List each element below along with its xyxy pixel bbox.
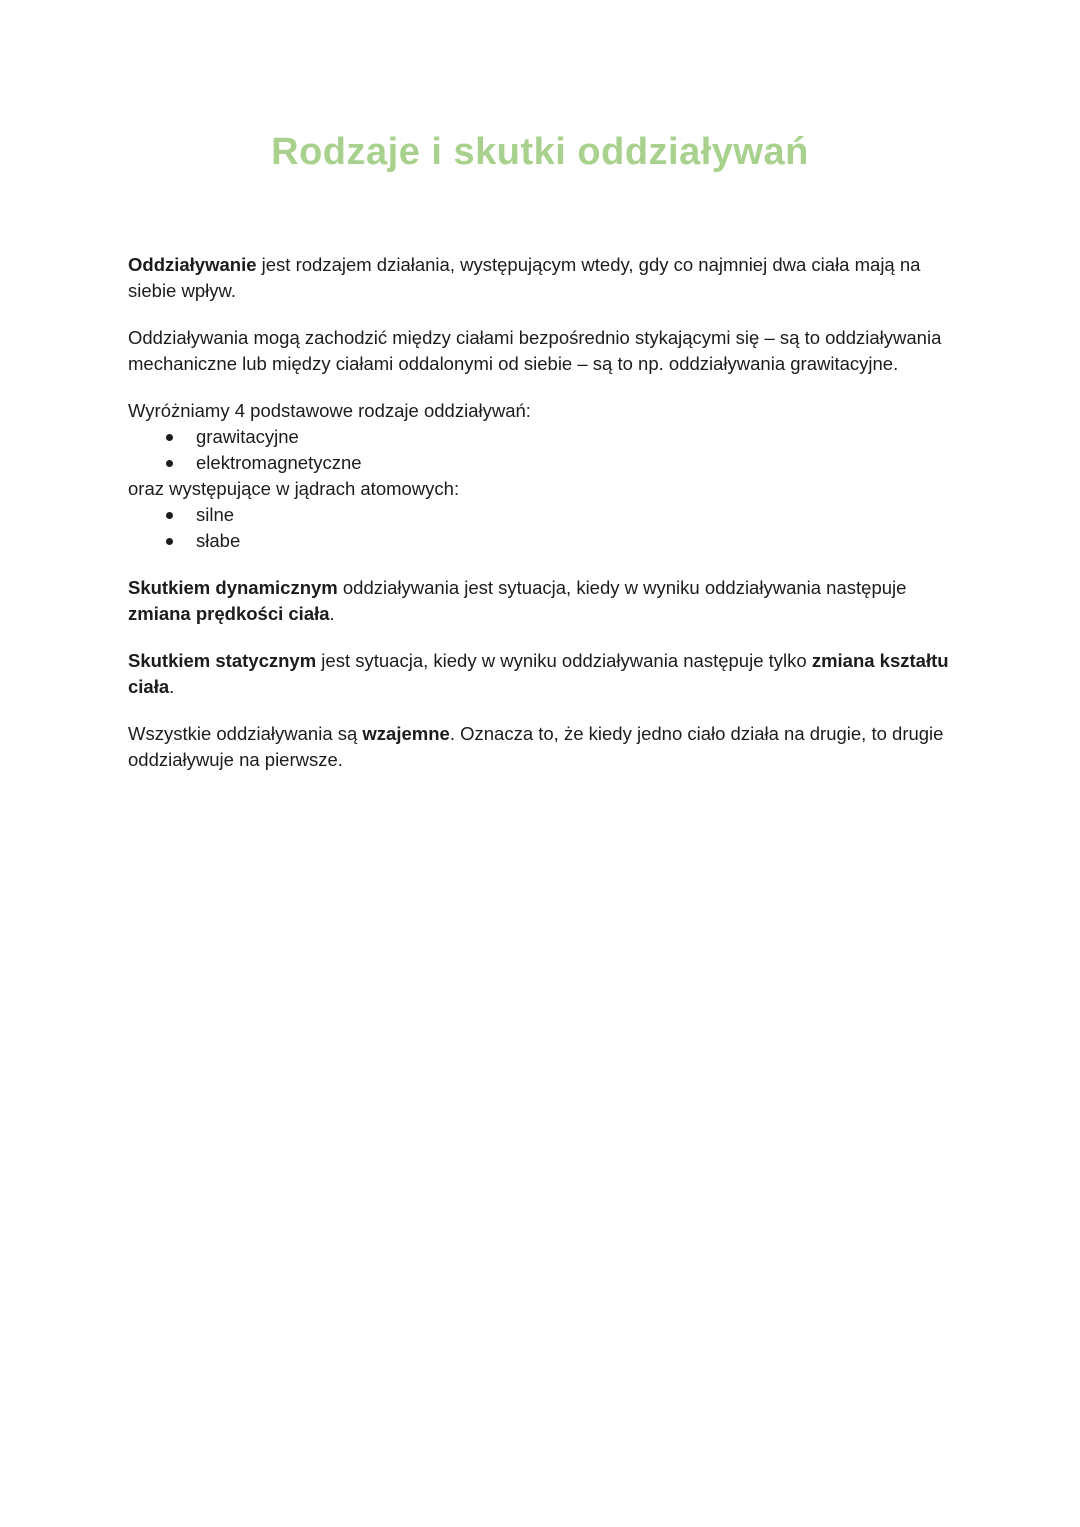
list-item: słabe [128, 528, 952, 554]
paragraph: oraz występujące w jądrach atomowych: [128, 477, 460, 499]
list-item: silne [128, 502, 952, 528]
paragraph: Wyróżniamy 4 podstawowe rodzaje oddziaływań: [128, 399, 531, 421]
page-title: Rodzaje i skutki oddziaływań [271, 131, 809, 173]
list-item: grawitacyjne [128, 424, 952, 450]
list-item: elektromagnetyczne [128, 450, 952, 476]
paragraph: Skutkiem dynamicznym oddziaływania jest sytuacja, kiedy w wyniku oddziaływania następuje zmiana prędkości ciała. [128, 576, 907, 624]
paragraph: Oddziaływania mogą zachodzić między ciałami bezpośrednio stykającymi się – są to oddziaływania mechaniczne lub między ciałami oddalonymi od siebie – są to np. oddziaływania grawitacyjne. [128, 326, 942, 374]
bullet-list [128, 424, 952, 476]
paragraph: Wszystkie oddziaływania są wzajemne. Oznacza to, że kiedy jedno ciało działa na drugie, to drugie oddziaływuje na pierwsze. [128, 722, 944, 770]
bullet-list [128, 502, 952, 554]
paragraph: Oddziaływanie jest rodzajem działania, występującym wtedy, gdy co najmniej dwa ciała mają na siebie wpływ. [128, 253, 921, 301]
document-body [128, 252, 952, 773]
paragraph: Skutkiem statycznym jest sytuacja, kiedy w wyniku oddziaływania następuje tylko zmiana kształtu ciała. [128, 649, 949, 697]
